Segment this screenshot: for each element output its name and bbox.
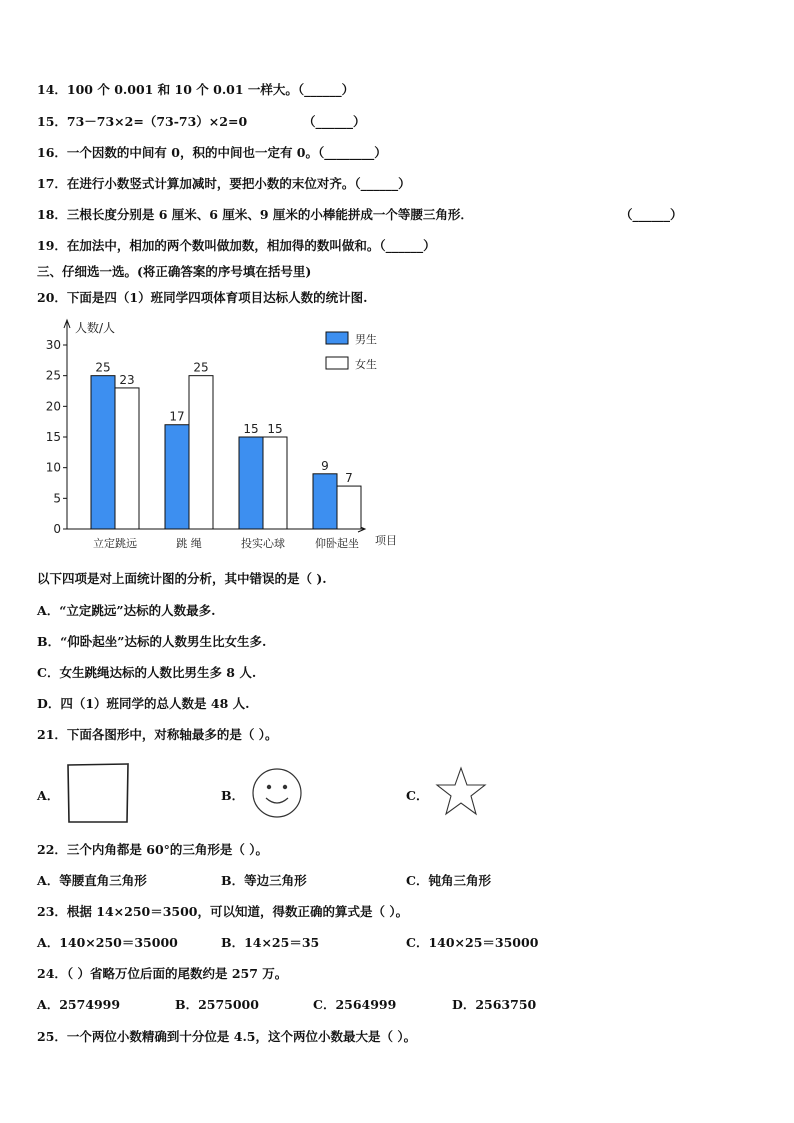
bar-value-label: 23	[119, 372, 135, 387]
bar-value-label: 15	[267, 422, 283, 436]
chart-bars	[91, 361, 361, 550]
question-21: 21．下面各图形中，对称轴最多的是（ ）。	[37, 727, 278, 742]
legend-label: 男生	[355, 333, 377, 346]
x-axis-label: 项目	[375, 534, 397, 547]
question-24-option-c: C．2564999	[313, 997, 397, 1012]
bar-chart	[40, 312, 420, 557]
y-tick-label: 20	[45, 399, 61, 414]
y-tick-label: 0	[53, 522, 61, 536]
bar-value-label: 15	[243, 422, 259, 436]
bar-male	[239, 437, 263, 529]
star-shape	[434, 766, 488, 818]
bar-value-label: 17	[169, 409, 185, 424]
bar-female	[115, 388, 139, 529]
question-19: 19．在加法中，相加的两个数叫做加数，相加得的数叫做和。（______）	[37, 238, 436, 253]
question-20: 20．下面是四（1）班同学四项体育项目达标人数的统计图.	[37, 290, 368, 305]
question-20-option-a: A．“立定跳远”达标的人数最多.	[37, 603, 216, 618]
bar-value-label: 25	[193, 360, 209, 375]
y-tick-label: 30	[45, 338, 61, 352]
x-category-label: 跳 绳	[176, 537, 202, 550]
y-tick-label: 15	[45, 430, 61, 444]
question-20-option-d: D．四（1）班同学的总人数是 48 人.	[37, 696, 250, 711]
question-14: 14．100 个 0.001 和 10 个 0.01 一样大。（______）	[37, 82, 355, 97]
legend-swatch-female	[326, 357, 348, 369]
bar-value-label: 25	[95, 360, 111, 375]
x-category-label: 立定跳远	[93, 537, 137, 550]
bar-value-label: 9	[321, 458, 329, 473]
question-20-option-b: B．“仰卧起坐”达标的人数男生比女生多.	[37, 634, 267, 649]
question-21-option-c-label: C．	[406, 788, 429, 803]
question-18-blank: （______）	[620, 207, 683, 222]
question-21-option-a-label: A．	[37, 788, 60, 803]
legend-swatch-male	[326, 332, 348, 344]
question-25: 25．一个两位小数精确到十分位是 4.5，这个两位小数最大是（ ）。	[37, 1029, 417, 1044]
chart-legend	[326, 332, 377, 371]
bar-female	[189, 376, 213, 529]
bar-value-label: 7	[345, 471, 353, 486]
x-category-label: 仰卧起坐	[315, 537, 359, 550]
y-axis-label: 人数/人	[75, 321, 116, 335]
question-22-option-a: A．等腰直角三角形	[37, 873, 147, 888]
question-24: 24．（ ）省略万位后面的尾数约是 257 万。	[37, 966, 288, 981]
question-16: 16．一个因数的中间有 0，积的中间也一定有 0。（________）	[37, 145, 387, 160]
question-20-option-c: C．女生跳绳达标的人数比男生多 8 人.	[37, 665, 257, 680]
question-24-option-d: D．2563750	[452, 997, 537, 1012]
question-17: 17．在进行小数竖式计算加减时，要把小数的末位对齐。（______）	[37, 176, 411, 191]
question-24-option-b: B．2575000	[175, 997, 259, 1012]
bar-female	[263, 437, 287, 529]
question-23-option-a: A．140×250＝35000	[37, 935, 178, 950]
y-tick-label: 5	[53, 491, 61, 506]
question-23-option-c: C．140×25＝35000	[406, 935, 539, 950]
bar-male	[91, 376, 115, 529]
question-22-option-b: B．等边三角形	[221, 873, 307, 888]
x-category-label: 投实心球	[241, 537, 285, 550]
bar-female	[337, 486, 361, 529]
smiley-face-shape	[250, 766, 304, 820]
question-22-option-c: C．钝角三角形	[406, 873, 491, 888]
question-24-option-a: A．2574999	[37, 997, 121, 1012]
question-15-blank: （______）	[303, 114, 366, 129]
y-tick-label: 10	[45, 460, 61, 475]
question-20-prompt: 以下四项是对上面统计图的分析，其中错误的是（ ).	[37, 571, 327, 586]
question-23-option-b: B．14×25＝35	[221, 935, 320, 950]
square-shape	[64, 762, 132, 824]
section-heading: 三、仔细选一选。(将正确答案的序号填在括号里)	[37, 264, 312, 279]
bar-male	[165, 425, 189, 529]
bar-male	[313, 474, 337, 529]
question-15: 15．73－73×2=（73-73）×2=0	[37, 114, 248, 129]
question-23: 23．根据 14×250＝3500，可以知道，得数正确的算式是（ ）。	[37, 904, 409, 919]
question-22: 22．三个内角都是 60°的三角形是（ ）。	[37, 842, 268, 857]
question-18: 18．三根长度分别是 6 厘米、6 厘米、9 厘米的小棒能拼成一个等腰三角形．	[37, 207, 473, 222]
legend-label: 女生	[355, 358, 377, 371]
y-tick-label: 25	[45, 368, 61, 383]
question-21-option-b-label: B．	[221, 788, 245, 803]
